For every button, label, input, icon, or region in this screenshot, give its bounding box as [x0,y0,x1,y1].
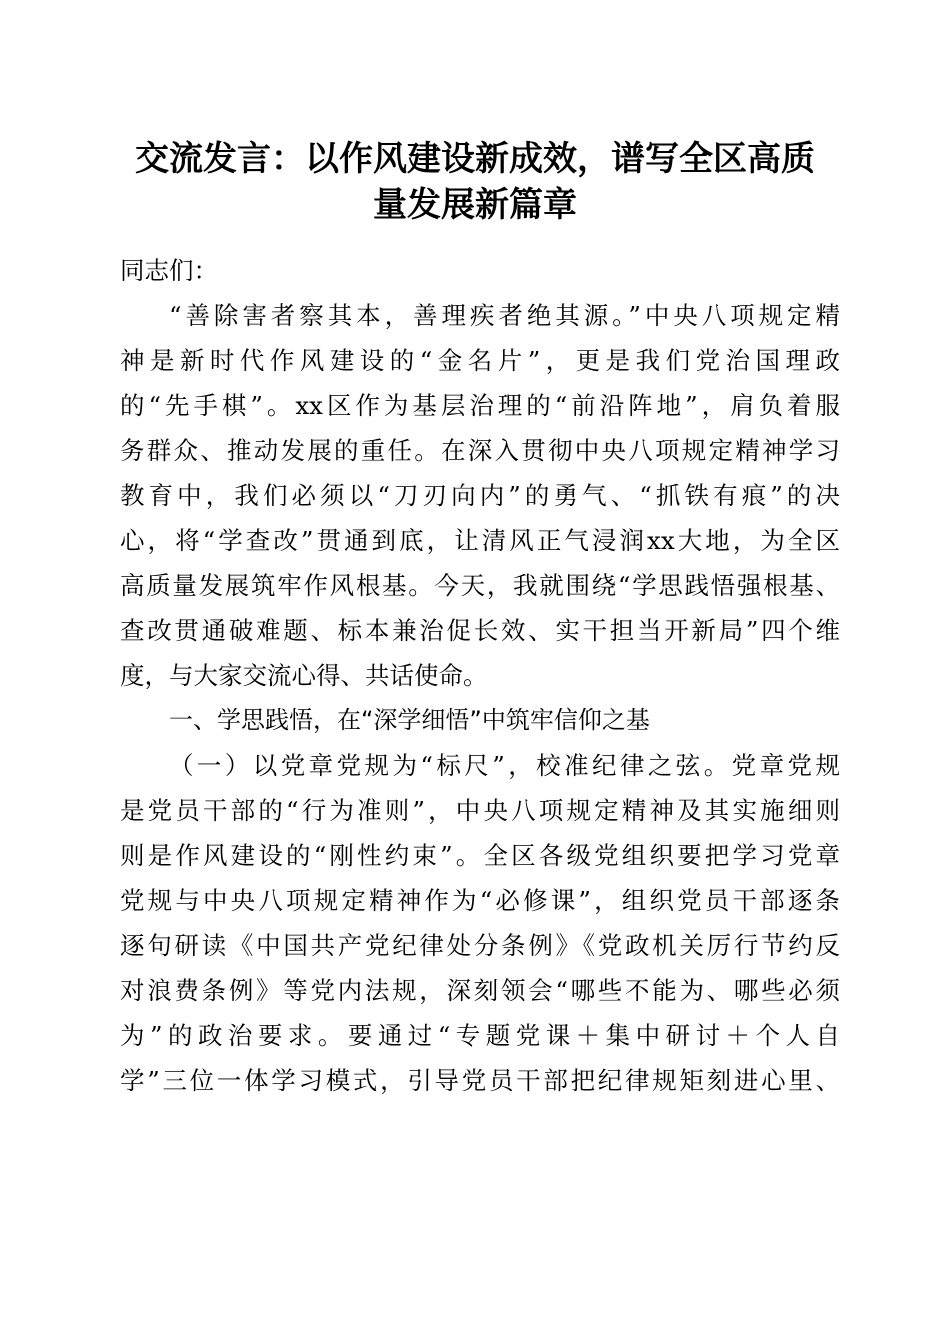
intro-line: 心，将“学查改”贯通到底，让清风正气浸润xx大地，为全区 [120,526,840,555]
intro-line: 度，与大家交流心得、共话使命。 [120,661,488,690]
section-heading: 一、学思践悟，在“深学细悟”中筑牢信仰之基 [169,706,650,734]
intro-line: 的“先手棋”。xx区作为基层治理的“前沿阵地”，肩负着服 [120,391,840,420]
intro-line: 教育中，我们必须以“刀刃向内”的勇气、“抓铁有痕”的决 [120,481,840,510]
section-line: 学”三位一体学习模式，引导党员干部把纪律规矩刻进心里、 [120,1066,840,1095]
document-body [120,248,840,1103]
section-line: 党规与中央八项规定精神作为“必修课”，组织党员干部逐条 [120,886,840,915]
section-line: 是党员干部的“行为准则”，中央八项规定精神及其实施细则 [120,796,840,825]
intro-line: 神是新时代作风建设的“金名片”，更是我们党治国理政 [120,346,840,375]
section-line: 逐句研读《中国共产党纪律处分条例》《党政机关厉行节约反 [120,931,840,960]
intro-line: “善除害者察其本，善理疾者绝其源。”中央八项规定精 [169,301,840,330]
section-line: 为”的政治要求。要通过“专题党课＋集中研讨＋个人自 [120,1021,840,1050]
salutation: 同志们： [120,256,218,285]
section-line: 对浪费条例》等党内法规，深刻领会“哪些不能为、哪些必须 [120,976,840,1005]
intro-line: 高质量发展筑牢作风根基。今天，我就围绕“学思践悟强根基、 [120,571,840,600]
title-line: 交流发言：以作风建设新成效，谱写全区高质 [135,139,815,179]
document-title [110,136,840,228]
section-line: （一）以党章党规为“标尺”，校准纪律之弦。党章党规 [169,751,840,780]
intro-line: 务群众、推动发展的重任。在深入贯彻中央八项规定精神学习 [120,436,840,465]
section-line: 则是作风建设的“刚性约束”。全区各级党组织要把学习党章 [120,841,840,870]
title-line: 量发展新篇章 [373,185,577,225]
intro-line: 查改贯通破难题、标本兼治促长效、实干担当开新局”四个维 [120,616,840,645]
